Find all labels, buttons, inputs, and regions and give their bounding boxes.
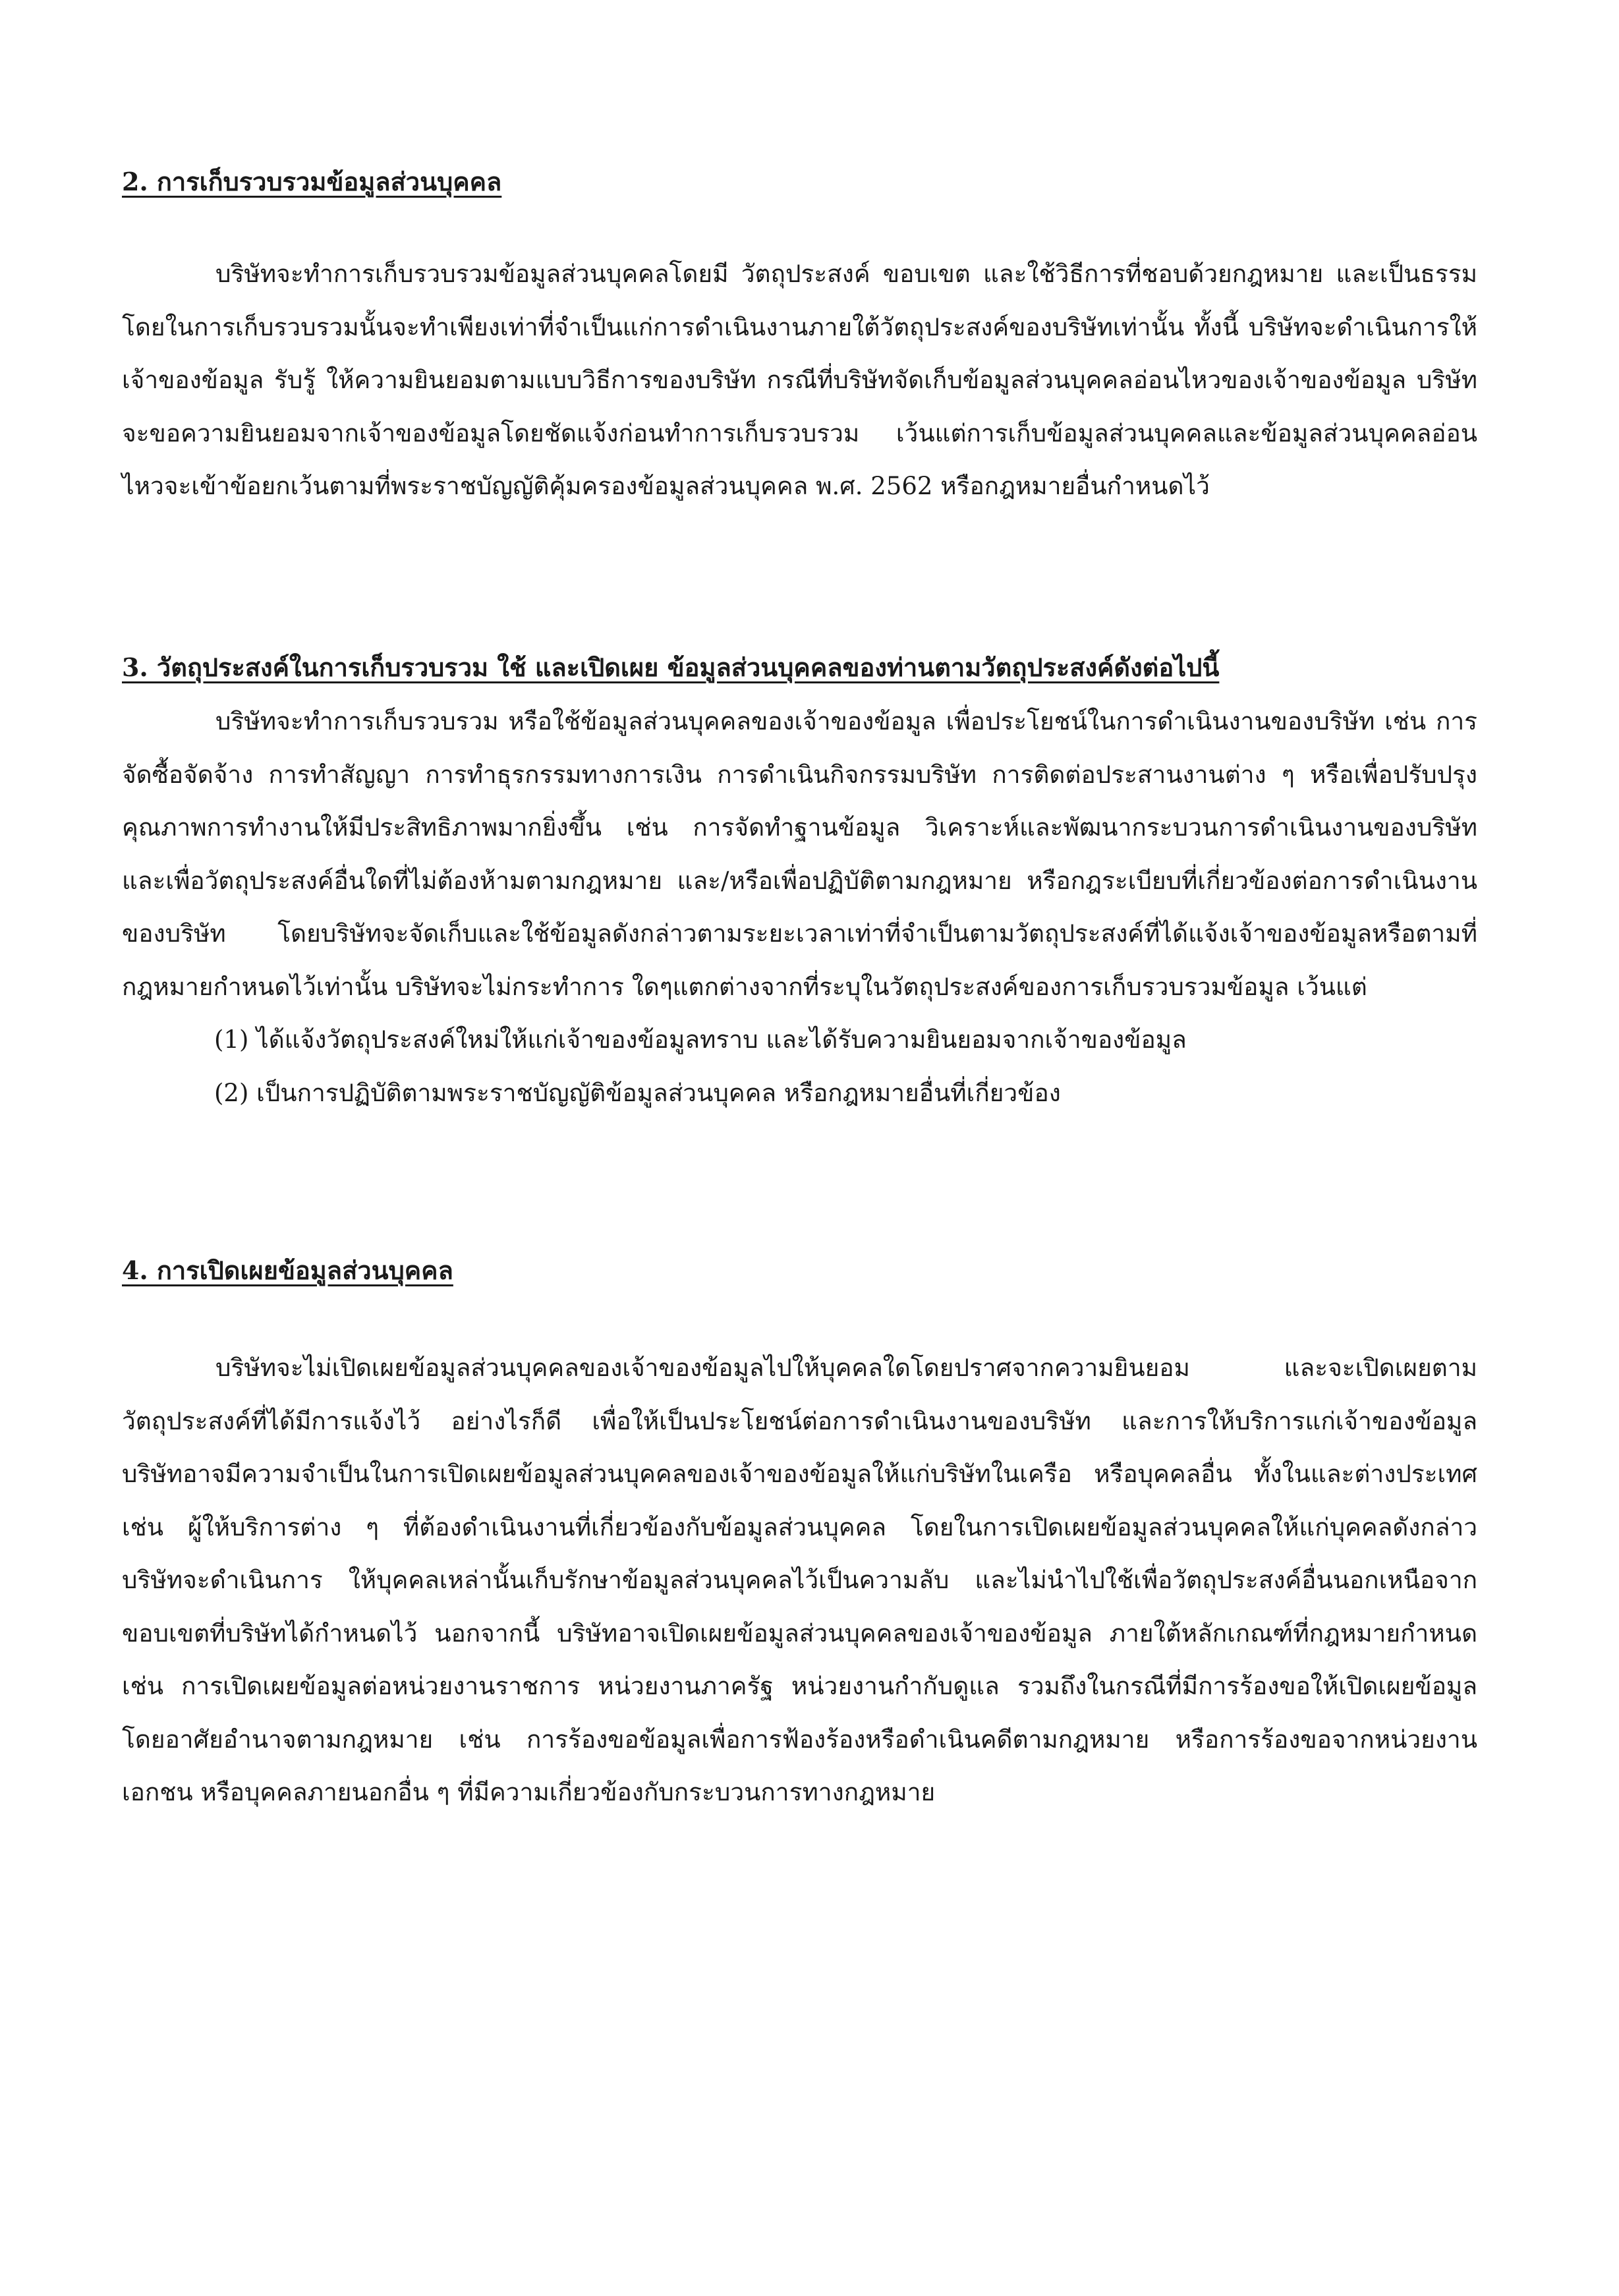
section-paragraph: บริษัทจะทำการเก็บรวบรวมข้อมูลส่วนบุคคลโดยมี วัตถุประสงค์ ขอบเขต และใช้วิธีการที่ชอบด้วยกฎหมาย และเป็นธรรม โดยในการเก็บรวบรวมนั้นจะทำเพียงเท่าที่จำเป็นแก่การดำเนินงานภายใต้วัตถุประสงค์ของบริษัทเท่านั้น ทั้งนี้ บริษัทจะดำเนินการให้เจ้าของข้อมูล รับรู้ ให้ความยินยอมตามแบบวิธีการของบริษัท กรณีที่บริษัทจัดเก็บข้อมูลส่วนบุคคลอ่อนไหวของเจ้าของข้อมูล บริษัทจะขอความยินยอมจากเจ้าของข้อมูลโดยชัดแจ้งก่อนทำการเก็บรวบรวม เว้นแต่การเก็บข้อมูลส่วนบุคคลและข้อมูลส่วนบุคคลอ่อนไหวจะเข้าข้อยกเว้นตามที่พระราชบัญญัติคุ้มครองข้อมูลส่วนบุคคล พ.ศ. 2562 หรือกฎหมายอื่นกำหนดไว้ bbox=[122, 260, 1477, 500]
section-disclosure bbox=[122, 1252, 1477, 1820]
section-purposes bbox=[122, 649, 1477, 1120]
list-item: (2) เป็นการปฏิบัติตามพระราชบัญญัติข้อมูลส่วนบุคคล หรือกฎหมายอื่นที่เกี่ยวข้อง bbox=[214, 1078, 1061, 1107]
section-heading: 3. วัตถุประสงค์ในการเก็บรวบรวม ใช้ และเปิดเผย ข้อมูลส่วนบุคคลของท่านตามวัตถุประสงค์ดังต่อไปนี้ bbox=[122, 652, 1220, 682]
section-paragraph: บริษัทจะไม่เปิดเผยข้อมูลส่วนบุคคลของเจ้าของข้อมูลไปให้บุคคลใดโดยปราศจากความยินยอม และจะเปิดเผยตามวัตถุประสงค์ที่ได้มีการแจ้งไว้ อย่างไรก็ดี เพื่อให้เป็นประโยชน์ต่อการดำเนินงานของบริษัท และการให้บริการแก่เจ้าของข้อมูล บริษัทอาจมีความจำเป็นในการเปิดเผยข้อมูลส่วนบุคคลของเจ้าของข้อมูลให้แก่บริษัทในเครือ หรือบุคคลอื่น ทั้งในและต่างประเทศ เช่น ผู้ให้บริการต่าง ๆ ที่ต้องดำเนินงานที่เกี่ยวข้องกับข้อมูลส่วนบุคคล โดยในการเปิดเผยข้อมูลส่วนบุคคลให้แก่บุคคลดังกล่าว บริษัทจะดำเนินการ ให้บุคคลเหล่านั้นเก็บรักษาข้อมูลส่วนบุคคลไว้เป็นความลับ และไม่นำไปใช้เพื่อวัตถุประสงค์อื่นนอกเหนือจากขอบเขตที่บริษัทได้กำหนดไว้ นอกจากนี้ บริษัทอาจเปิดเผยข้อมูลส่วนบุคคลของเจ้าของข้อมูล ภายใต้หลักเกณฑ์ที่กฎหมายกำหนด เช่น การเปิดเผยข้อมูลต่อหน่วยงานราชการ หน่วยงานภาครัฐ หน่วยงานกำกับดูแล รวมถึงในกรณีที่มีการร้องขอให้เปิดเผยข้อมูลโดยอาศัยอำนาจตามกฎหมาย เช่น การร้องขอข้อมูลเพื่อการฟ้องร้องหรือดำเนินคดีตามกฎหมาย หรือการร้องขอจากหน่วยงานเอกชน หรือบุคคลภายนอกอื่น ๆ ที่มีความเกี่ยวข้องกับกระบวนการทางกฎหมาย bbox=[122, 1354, 1477, 1806]
section-data-collection bbox=[122, 163, 1477, 513]
section-heading: 4. การเปิดเผยข้อมูลส่วนบุคคล bbox=[122, 1255, 453, 1285]
section-heading: 2. การเก็บรวบรวมข้อมูลส่วนบุคคล bbox=[122, 167, 502, 196]
section-paragraph: บริษัทจะทำการเก็บรวบรวม หรือใช้ข้อมูลส่วนบุคคลของเจ้าของข้อมูล เพื่อประโยชน์ในการดำเนินงานของบริษัท เช่น การจัดซื้อจัดจ้าง การทำสัญญา การทำธุรกรรมทางการเงิน การดำเนินกิจกรรมบริษัท การติดต่อประสานงานต่าง ๆ หรือเพื่อปรับปรุงคุณภาพการทำงานให้มีประสิทธิภาพมากยิ่งขึ้น เช่น การจัดทำฐานข้อมูล วิเคราะห์และพัฒนากระบวนการดำเนินงานของบริษัท และเพื่อวัตถุประสงค์อื่นใดที่ไม่ต้องห้ามตามกฎหมาย และ/หรือเพื่อปฏิบัติตามกฎหมาย หรือกฎระเบียบที่เกี่ยวข้องต่อการดำเนินงานของบริษัท โดยบริษัทจะจัดเก็บและใช้ข้อมูลดังกล่าวตามระยะเวลาเท่าที่จำเป็นตามวัตถุประสงค์ที่ได้แจ้งเจ้าของข้อมูลหรือตามที่กฎหมายกำหนดไว้เท่านั้น บริษัทจะไม่กระทำการ ใดๆแตกต่างจากที่ระบุในวัตถุประสงค์ของการเก็บรวบรวมข้อมูล เว้นแต่ bbox=[122, 707, 1477, 1001]
list-item: (1) ได้แจ้งวัตถุประสงค์ใหม่ให้แก่เจ้าของข้อมูลทราบ และได้รับความยินยอมจากเจ้าของข้อมูล bbox=[214, 1025, 1187, 1054]
